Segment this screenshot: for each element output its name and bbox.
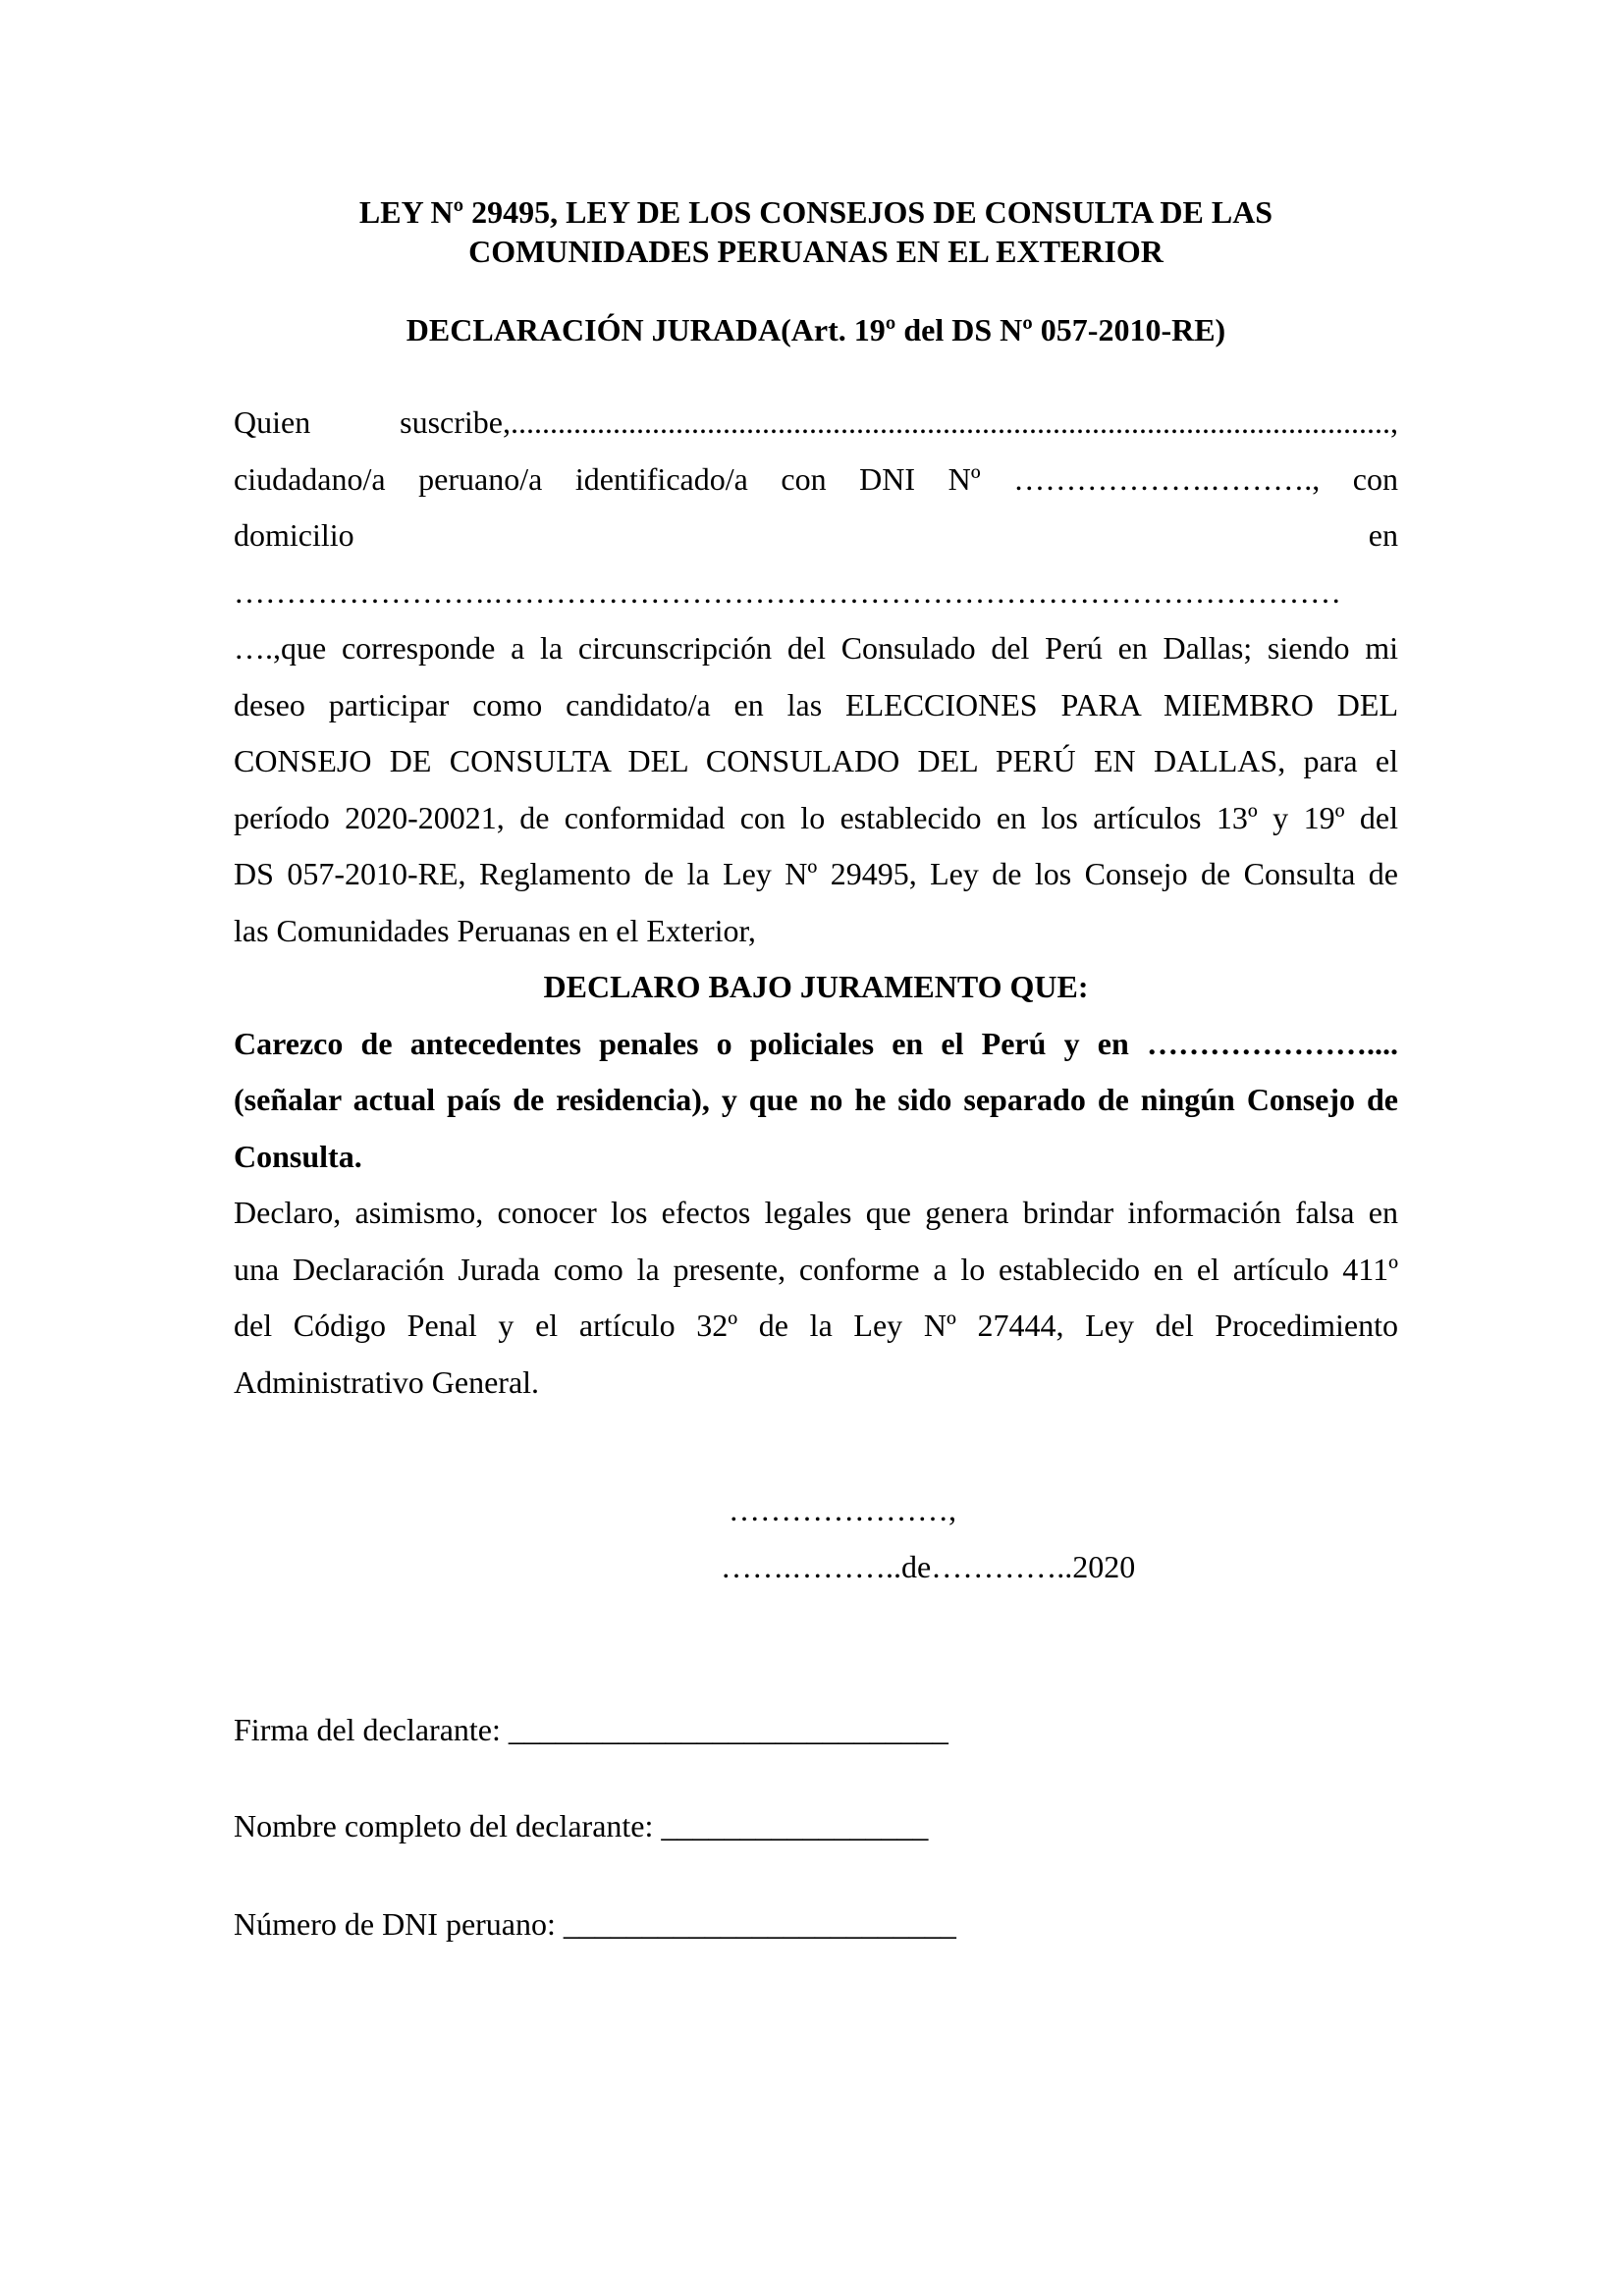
- bold-line: Consulta.: [234, 1138, 362, 1174]
- body-line: CONSEJO DE CONSULTA DEL CONSULADO DEL PERÚ EN DALLAS, para el: [234, 743, 1398, 778]
- body-line: ciudadano/a peruano/a identificado/a con DNI Nº ……………….………., con: [234, 460, 1398, 497]
- title-line-1: LEY Nº 29495, LEY DE LOS CONSEJOS DE CONSULTA DE LAS: [358, 194, 1273, 230]
- body-line: Quien suscribe,................................................................................................................,: [234, 404, 1398, 440]
- body-line: las Comunidades Peruanas en el Exterior,: [234, 912, 756, 948]
- document-title: [234, 192, 1398, 271]
- document-subtitle: DECLARACIÓN JURADA(Art. 19º del DS Nº 057-2010-RE): [406, 312, 1226, 347]
- body-line: …………………….………………………………………………………………………: [234, 573, 1341, 610]
- closing-line: del Código Penal y el artículo 32º de la Ley Nº 27444, Ley del Procedimiento: [234, 1308, 1398, 1343]
- dni-number-field[interactable]: Número de DNI peruano: _________________________: [234, 1906, 956, 1942]
- title-line-2: COMUNIDADES PERUANAS EN EL EXTERIOR: [468, 234, 1164, 269]
- body-line: ….,que corresponde a la circunscripción del Consulado del Perú en Dallas; siendo mi: [234, 630, 1398, 666]
- signature-field[interactable]: Firma del declarante: ____________________________: [234, 1712, 948, 1747]
- date-field[interactable]: …….………..de…………..2020: [721, 1549, 1136, 1584]
- body-line: domicilio en: [234, 517, 1398, 553]
- body-line: DS 057-2010-RE, Reglamento de la Ley Nº 29495, Ley de los Consejo de Consulta de: [234, 856, 1398, 891]
- place-field[interactable]: …………………,: [729, 1492, 956, 1527]
- body-line: deseo participar como candidato/a en las ELECCIONES PARA MIEMBRO DEL: [234, 686, 1398, 722]
- bold-line: Carezco de antecedentes penales o policiales en el Perú y en …………………....: [234, 1025, 1398, 1061]
- closing-line: una Declaración Jurada como la presente, conforme a lo establecido en el artículo 411º: [234, 1251, 1398, 1287]
- declaro-heading: DECLARO BAJO JURAMENTO QUE:: [543, 969, 1089, 1004]
- bold-line: (señalar actual país de residencia), y que no he sido separado de ningún Consejo de: [234, 1082, 1398, 1117]
- closing-line: Administrativo General.: [234, 1363, 540, 1400]
- full-name-field[interactable]: Nombre completo del declarante: _________________: [234, 1808, 929, 1843]
- declaration-body: [234, 395, 1398, 1411]
- closing-line: Declaro, asimismo, conocer los efectos legales que genera brindar información falsa en: [234, 1195, 1398, 1230]
- body-line: período 2020-20021, de conformidad con lo establecido en los artículos 13º y 19º del: [234, 799, 1398, 835]
